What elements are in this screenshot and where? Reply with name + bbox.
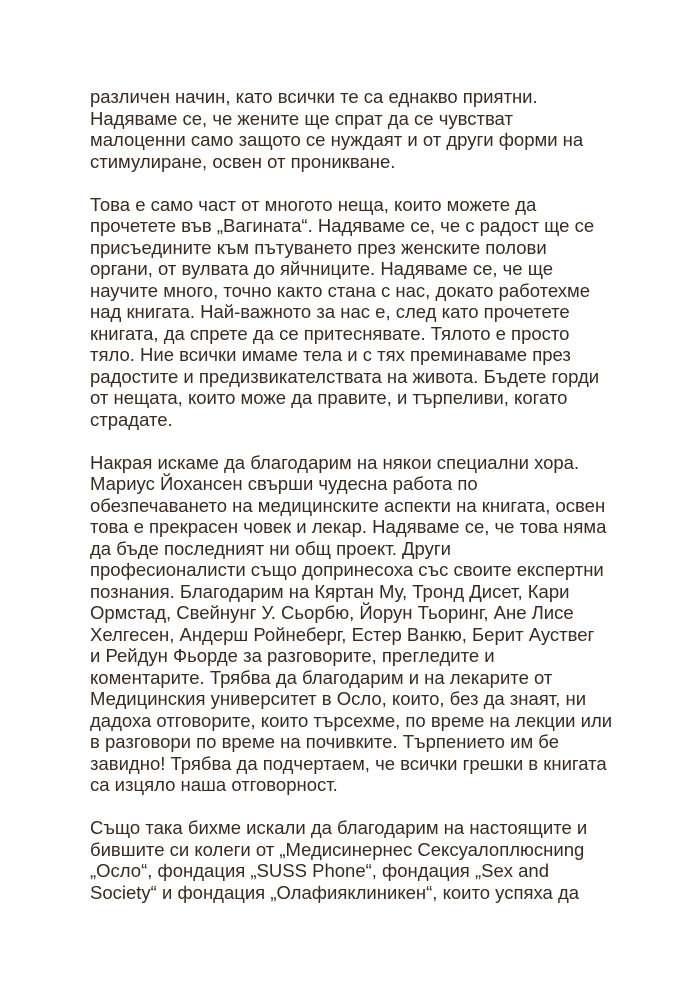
text-line: Също така бихме искали да благодарим на настоящите и <box>90 817 588 838</box>
text-line: над книгата. Най-важното за нас е, след като прочетете <box>90 301 570 322</box>
text-line: страдате. <box>90 408 173 430</box>
text-line: това е прекрасен човек и лекар. Надяваме се, че това няма <box>90 516 607 537</box>
paragraph <box>90 817 620 903</box>
text-line: бившите си колеги от „Медисинернес Сексуалоплюсниng <box>90 838 585 860</box>
text-line: обезпечаването на медицинските аспекти на книгата, освен <box>90 494 606 516</box>
text-line: завидно! Трябва да подчертаем, че всички грешки в книгата <box>90 752 607 774</box>
text-line: прочетете във „Вагината“. Надяваме се, че с радост ще се <box>90 215 595 236</box>
text-line: са изцяло наша отговорност. <box>90 774 338 795</box>
text-line: органи, от вулвата до яйчниците. Надяваме се, че ще <box>90 258 554 279</box>
text-line: Хелгесен, Андерш Ройнеберг, Естер Ванкю, Берит Ауствег <box>90 623 595 645</box>
paragraph <box>90 452 620 796</box>
text-line: Ормстад, Свейнунг У. Сьорбю, Йорун Тьоринг, Ане Лисе <box>90 602 574 623</box>
text-line: Накрая искаме да благодарим на някои специални хора. <box>90 451 580 473</box>
text-line: професионалисти също допринесоха със своите експертни <box>90 559 604 580</box>
text-line: научите много, точно както стана с нас, докато работехме <box>90 279 591 301</box>
body-text <box>90 86 620 925</box>
text-line: „Осло“, фондация „SUSS Phone“, фондация „Sex and <box>90 860 549 881</box>
text-line: книгата, да спрете да се притеснявате. Тялото е просто <box>90 322 570 344</box>
paragraph <box>90 194 620 431</box>
text-line: познания. Благодарим на Кяртан Му, Тронд Дисет, Кари <box>90 580 570 602</box>
text-line: дадоха отговорите, които търсехме, по време на лекции или <box>90 709 613 731</box>
text-line: радостите и предизвикателствата на живота. Бъдете горди <box>90 365 600 387</box>
text-line: от нещата, които може да правите, и търпеливи, когато <box>90 387 568 408</box>
text-line: различен начин, като всички те са еднакво приятни. <box>90 86 538 107</box>
text-line: коментарите. Трябва да благодарим и на лекарите от <box>90 666 553 688</box>
text-line: и Рейдун Фьорде за разговорите, прегледите и <box>90 645 495 666</box>
text-line: да бъде последният ни общ проект. Други <box>90 537 451 559</box>
text-line: присъедините към пътуването през женските полови <box>90 236 547 258</box>
text-line: в разговори по време на почивките. Търпението им бе <box>90 731 559 752</box>
text-line: Това е само част от многото неща, които можете да <box>90 193 537 215</box>
paragraph <box>90 86 620 172</box>
text-line: Society“ и фондация „Олафияклиникен“, които успяха да <box>90 881 580 903</box>
text-line: Мариус Йохансен свърши чудесна работа по <box>90 473 478 494</box>
text-line: стимулиране, освен от проникване. <box>90 150 396 172</box>
text-line: малоценни само защото се нуждаят и от други форми на <box>90 129 584 150</box>
text-line: Надяваме се, че жените ще спрат да се чувстват <box>90 107 513 129</box>
text-line: тяло. Ние всички имаме тела и с тях преминаваме през <box>90 344 571 365</box>
text-line: Медицинския университет в Осло, които, без да знаят, ни <box>90 688 587 709</box>
